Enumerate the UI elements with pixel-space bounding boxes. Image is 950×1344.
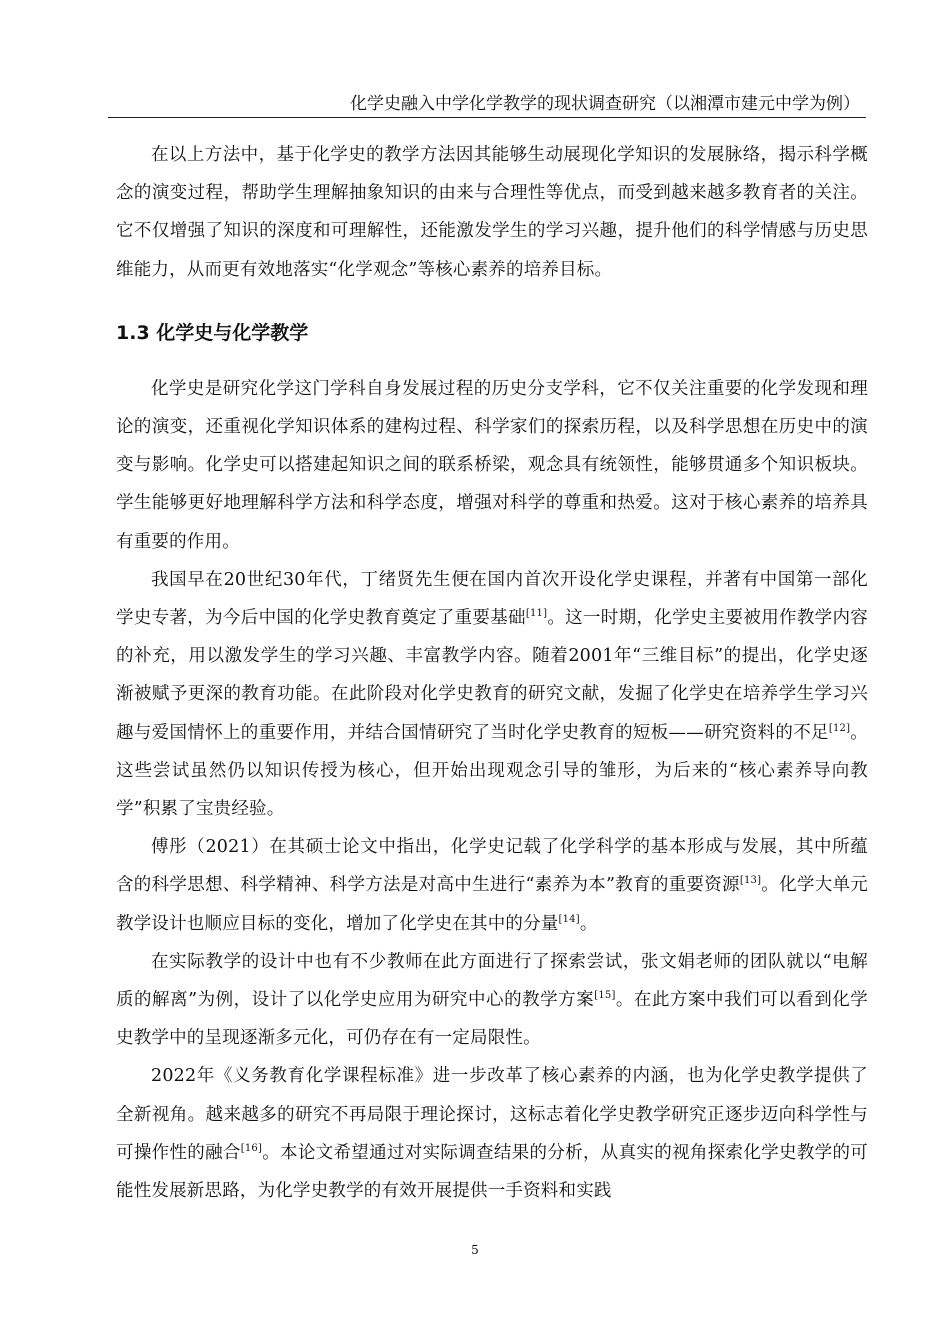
paragraph-2-text-c: 。这些尝试虽然仍以知识传授为核心，但开始出现观念引导的雏形，为后来的“核心素养导向教学”积累了宝贵经验。	[116, 722, 868, 820]
page-body	[116, 136, 868, 1210]
paragraph-5-text-a: 2022年《义务教育化学课程标准》进一步改革了核心素养的内涵，也为化学史教学提供了全新视角。越来越多的研究不再局限于理论探讨，这标志着化学史教学研究正逐步迈向科学性与可操作性的融合	[116, 1066, 868, 1163]
paragraph-2-text-b: 。这一时期，化学史主要被用作教学内容的补充，用以激发学生的学习兴趣、丰富教学内容。随着2001年“三维目标”的提出，化学史逐渐被赋予更深的教育功能。在此阶段对化学史教育的研究文献，发掘了化学史在培养学生学习兴趣与爱国情怀上的重要作用，并结合国情研究了当时化学史教育的短板——研究资料的不足	[116, 608, 868, 743]
citation-13: [13]	[739, 875, 762, 887]
paragraph-2	[116, 561, 868, 828]
page-number: 5	[471, 1243, 479, 1257]
paragraph-3-text-b: 。化学大单元教学设计也顺应目标的变化，增加了化学史在其中的分量	[116, 875, 868, 934]
paragraph-4	[116, 943, 868, 1058]
paragraph-4-text-b: 。在此方案中我们可以看到化学史教学中的呈现逐渐多元化，可仍存在有一定局限性。	[116, 990, 868, 1049]
citation-16: [16]	[240, 1142, 263, 1154]
paragraph-2-text-a: 我国早在20世纪30年代，丁绪贤先生便在国内首次开设化学史课程，并著有中国第一部化学史专著，为今后中国的化学史教育奠定了重要基础	[116, 569, 868, 629]
paragraph-1: 化学史是研究化学这门学科自身发展过程的历史分支学科，它不仅关注重要的化学发现和理论的演变，还重视化学知识体系的建构过程、科学家们的探索历程，以及科学思想在历史中的演变与影响。化学史可以搭建起知识之间的联系桥梁，观念具有统领性，能够贯通多个知识板块。学生能够更好地理解科学方法和科学态度，增强对科学的尊重和热爱。这对于核心素养的培养具有重要的作用。	[116, 378, 868, 552]
citation-14: [14]	[558, 913, 580, 925]
citation-11: [11]	[525, 608, 548, 620]
paragraph-5-text-b: 。本论文希望通过对实际调查结果的分析，从真实的视角探索化学史教学的可能性发展新思路，为化学史教学的有效开展提供一手资料和实践	[116, 1142, 868, 1202]
paragraph-intro: 在以上方法中，基于化学史的教学方法因其能够生动展现化学知识的发展脉络，揭示科学概念的演变过程，帮助学生理解抽象知识的由来与合理性等优点，而受到越来越多教育者的关注。它不仅增强了知识的深度和可理解性，还能激发学生的学习兴趣，提升他们的科学情感与历史思维能力，从而更有效地落实“化学观念”等核心素养的培养目标。	[116, 145, 868, 280]
paragraph-3-text-c: 。	[579, 913, 598, 934]
paragraph-3-text-a: 傅彤（2021）在其硕士论文中指出，化学史记载了化学科学的基本形成与发展，其中所蕴含的科学思想、科学精神、科学方法是对高中生进行“素养为本”教育的重要资源	[116, 837, 868, 896]
running-header: 化学史融入中学化学教学的现状调查研究（以湘潭市建元中学为例）	[350, 94, 860, 114]
citation-15: [15]	[594, 990, 616, 1002]
paragraph-5	[116, 1057, 868, 1210]
citation-12: [12]	[828, 722, 851, 734]
section-heading: 1.3 化学史与化学教学	[116, 321, 309, 344]
header-divider	[108, 117, 866, 118]
paragraph-4-text-a: 在实际教学的设计中也有不少教师在此方面进行了探索尝试，张文娟老师的团队就以“电解质的解离”为例，设计了以化学史应用为研究中心的教学方案	[116, 951, 868, 1011]
paragraph-3	[116, 828, 868, 943]
